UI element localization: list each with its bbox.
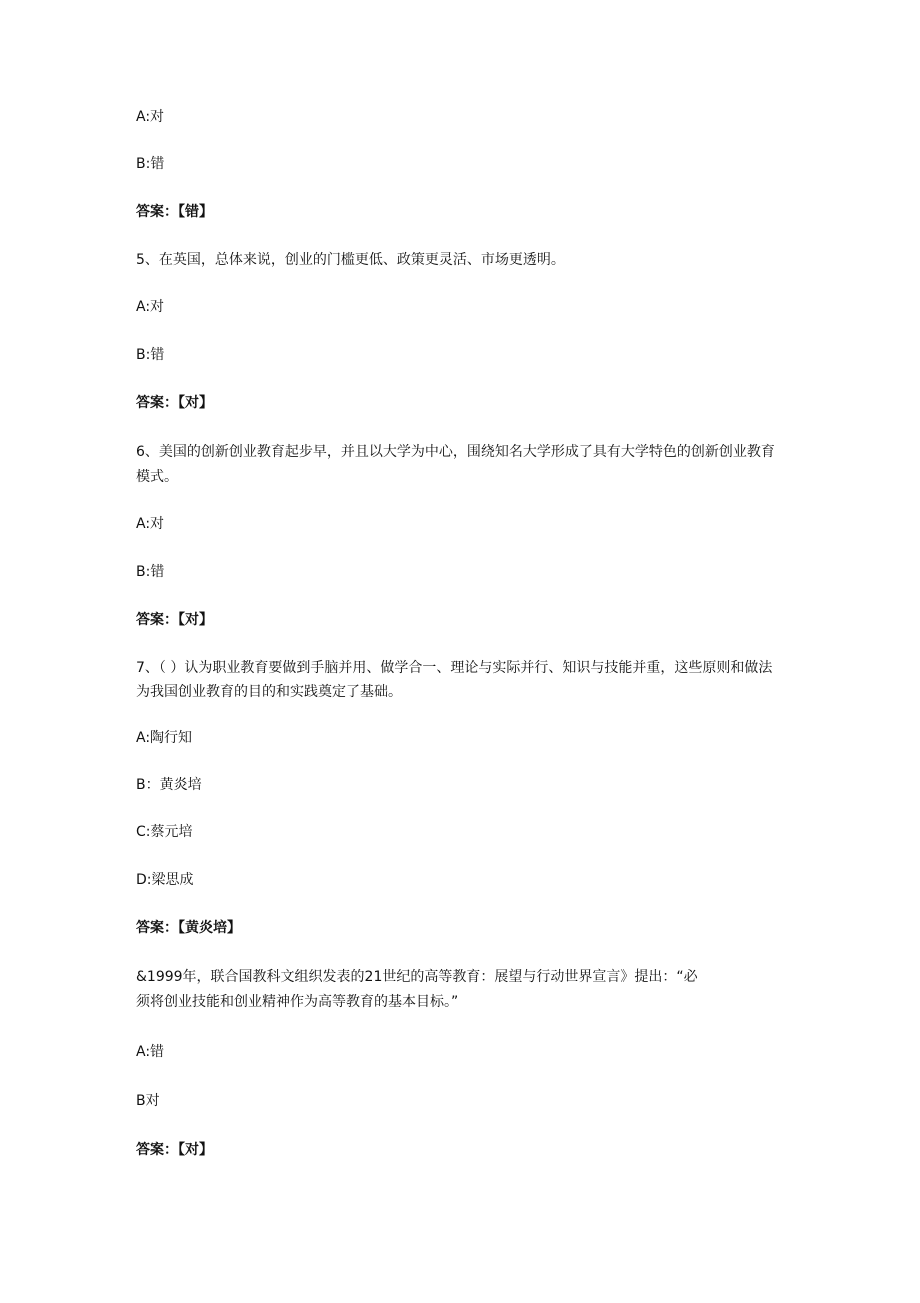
q6-question-line1: 6、美国的创新创业教育起步早，并且以大学为中心，围绕知名大学形成了具有大学特色的创新创业教育: [136, 444, 775, 460]
q5-answer: 答案：【对】: [136, 395, 213, 411]
q6-option-b: B:错: [136, 564, 165, 580]
q7-option-c: C:蔡元培: [136, 824, 193, 840]
q5-question: 5、在英国，总体来说，创业的门槛更低、政策更灵活、市场更透明。: [136, 252, 565, 268]
q7-option-b: B：黄炎培: [136, 777, 202, 793]
q8-option-a: A:错: [136, 1044, 165, 1060]
q7-answer: 答案：【黄炎培】: [136, 920, 241, 936]
q5-option-b: B:错: [136, 347, 165, 363]
q5-option-a: A:对: [136, 299, 165, 315]
q8-answer: 答案：【对】: [136, 1142, 213, 1158]
q7-question-line2: 为我国创业教育的目的和实践奠定了基础。: [136, 684, 402, 700]
q7-option-d: D:梁思成: [136, 872, 194, 888]
q4-option-a: A:对: [136, 109, 165, 125]
q7-option-a: A:陶行知: [136, 730, 193, 746]
q6-option-a: A:对: [136, 516, 165, 532]
q8-option-b: B对: [136, 1093, 160, 1109]
q4-option-b: B:错: [136, 156, 165, 172]
q4-answer: 答案：【错】: [136, 204, 213, 220]
q6-answer: 答案：【对】: [136, 612, 213, 628]
q8-question-line2: 须将创业技能和创业精神作为高等教育的基本目标。”: [136, 994, 459, 1010]
q8-question-line1: &1999年，联合国教科文组织发表的21世纪的高等教育：展望与行动世界宣言》提出：“必: [136, 969, 698, 985]
q7-question-line1: 7、（ ）认为职业教育要做到手脑并用、做学合一、理论与实际并行、知识与技能并重，这些原则和做法: [136, 660, 773, 676]
q6-question-line2: 模式。: [136, 469, 178, 485]
